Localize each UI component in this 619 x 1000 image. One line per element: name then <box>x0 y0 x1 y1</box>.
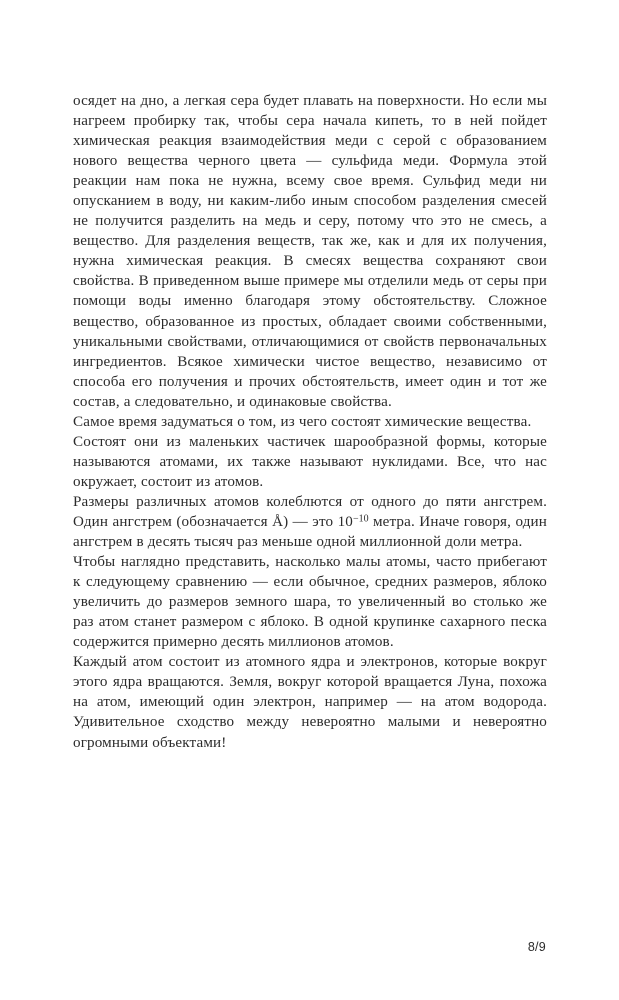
paragraph-5: Чтобы наглядно представить, насколько малы атомы, часто прибегают к следующему сравнению — если обычное, средних размеров, яблоко увеличить до размеров земного шара, то увеличенный во столько же раз атом станет размером с яблоко. В одной крупинке сахарного песка содержится примерно десять миллионов атомов. <box>73 554 547 651</box>
paragraph-4-text-before-exponent: Размеры различных атомов колеблются от одного до пяти ангстрем. Один ангстрем (обозначается Å) — это 10 <box>73 493 547 530</box>
paragraph-6: Каждый атом состоит из атомного ядра и электронов, которые вокруг этого ядра вращаются. Земля, вокруг которой вращается Луна, похожа на атом, имеющий один электрон, например — на атом водорода. Удивительное сходство между невероятно малыми и невероятно огромными объектами! <box>73 654 547 751</box>
paragraph-4-text-after-exponent: метра. Иначе говоря, один ангстрем в десять тысяч раз меньше одной миллионной доли метра. <box>73 513 547 551</box>
paragraph-3: Состоят они из маленьких частичек шарообразной формы, которые называются атомами, их также называют нуклидами. Все, что нас окружает, состоит из атомов. <box>73 433 547 490</box>
paragraph-1: осядет на дно, а легкая сера будет плавать на поверхности. Но если мы нагреем пробирку так, чтобы сера начала кипеть, то в ней пойдет химическая реакция взаимодействия меди с серой с образованием нового вещества черного цвета — сульфида меди. Формула этой реакции нам пока не нужна, всему свое время. Сульфид меди ни опусканием в воду, ни каким-либо иным способом разделения смесей не получится разделить на медь и серу, потому что это не смесь, а вещество. Для разделения веществ, так же, как и для их получения, нужна химическая реакция. В смесях вещества сохраняют свои свойства. В приведенном выше примере мы отделили медь от серы при помощи воды именно благодаря этому обстоятельству. Сложное вещество, образованное из простых, обладает своими собственными, уникальными свойствами, отличающимися от свойств первоначальных ингредиентов. Всякое химически чистое вещество, независимо от способа его получения и прочих обстоятельств, имеет один и тот же состав, а следовательно, и одинаковые свойства. <box>73 93 547 410</box>
page-number: 8/9 <box>527 940 546 954</box>
body-text-block <box>73 91 547 753</box>
paragraph-2: Самое время задуматься о том, из чего состоят химические вещества. <box>73 413 532 430</box>
exponent-superscript: −10 <box>352 513 369 525</box>
paragraph-4 <box>73 492 547 552</box>
page-footer <box>0 938 619 956</box>
